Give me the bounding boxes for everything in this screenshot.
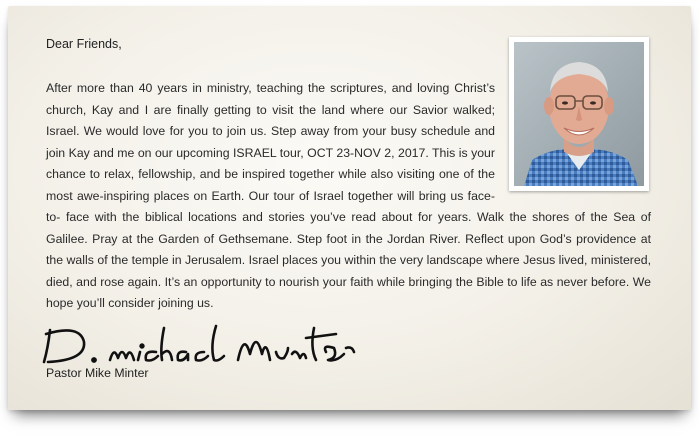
letter-greeting: Dear Friends, [46,37,122,51]
photo-spacer [495,78,651,196]
letter-body [46,78,651,315]
letter-paragraph: After more than 40 years in ministry, teaching the scriptures, and loving Christ’s church, Kay and I are finally getting to visit the land where our Savior walked; Israel. We would love for you to join us. Step away from your busy schedule and join Kay and me on our upcoming ISRAEL tour, OCT 23-NOV 2, 2017. This is your chance to relax, fellowship, and be inspired together while also visiting one of the most awe-inspiring places on Earth. Our tour of Israel together will bring us face-to- face with the biblical locations and stories you’ve read about for years. Walk the shores of the Sea of Galilee. Pray at the Garden of Gethsemane. Step foot in the Jordan River. Reflect upon God’s providence at the walls of the temple in Jerusalem. Israel places you within the very landscape where Jesus lived, ministered, died, and rose again. It’s an opportunity to nourish your faith while bringing the Bible to life as never before. We hope you’ll consider joining us. [46,81,651,310]
handwritten-signature [40,318,360,368]
signer-name: Pastor Mike Minter [46,366,149,380]
